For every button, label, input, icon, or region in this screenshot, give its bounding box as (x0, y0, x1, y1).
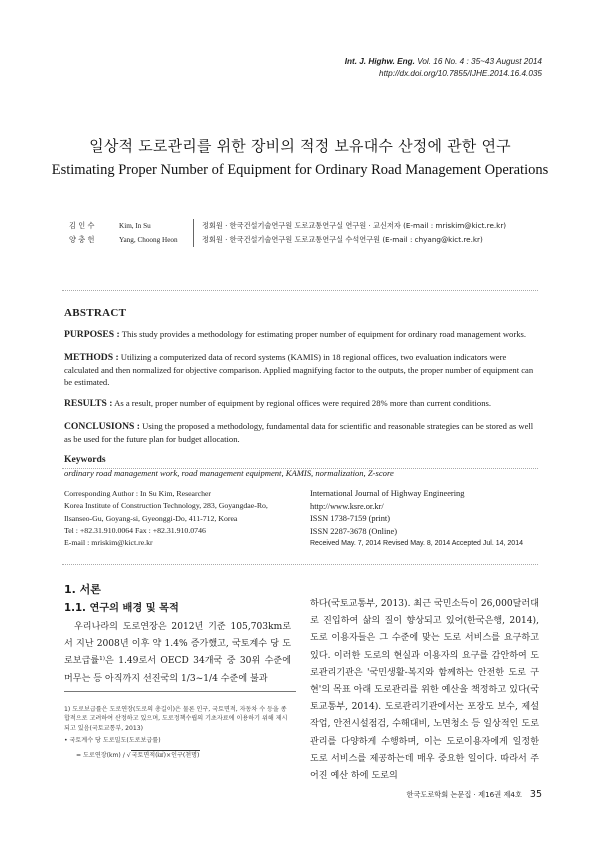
footnote-text: 1) 도로보급률은 도로연장(도로의 총길이)은 물론 인구, 국토면적, 자동차 수 등을 종합적으로 고려하여 산정하고 있으며, 도로정책수립의 기초자료에 이용하기 위해 제시되고 있음(국토교통부, 2013) (64, 706, 288, 732)
page-footer (407, 789, 543, 800)
author-row (0, 233, 600, 247)
body-paragraph-left: 우리나라의 도로연장은 2012년 기준 105,703km로서 지난 2008년 이후 약 1.4% 증가했고, 국토계수 당 도로보급률¹⁾은 1.49로서 OECD 34개국 중 30위 수준에 머무는 등 아직까지 선진국의 1/3~1/4 수준에 불과 (64, 622, 291, 684)
abstract-conclusions: CONCLUSIONS : Using the proposed a methodology, fundamental data for scientific and reasonable strategies can be stored as well as be used for the future plan for budget allocation. (64, 420, 534, 445)
footnote-bullet: • 국토계수 당 도로밀도(도로보급률) (64, 737, 161, 745)
keywords-heading: Keywords (64, 454, 106, 466)
correspondence-block: Corresponding Author : In Su Kim, Researcher Korea Institute of Construction Technology, 283, Goyangdae-Ro, Ilsanseo-Gu, Goyang-si, Gyeonggi-Do, 411-712, Korea Tel : +82.31.910.0064 Fax : +82.31.910.0746 E-mail : mriskim@kict.re.kr (64, 488, 304, 549)
author-affiliation: 정회원 · 한국건설기술연구원 도로교통연구실 연구원 · 교신저자 (E-mail : mriskim@kict.re.kr) (202, 221, 507, 230)
divider-line (62, 564, 538, 565)
author-name-ko: 양 충 헌 (69, 235, 95, 244)
journal-volume: Vol. 16 No. 4 : 35~43 August 2014 (417, 57, 542, 66)
divider-line (62, 468, 538, 469)
subsection-heading: 1.1. 연구의 배경 및 목적 (64, 603, 179, 614)
correspondence-email[interactable]: E-mail : mriskim@kict.re.kr (64, 538, 153, 548)
author-divider (193, 219, 194, 247)
title-korean: 일상적 도로관리를 위한 장비의 적정 보유대수 산정에 관한 연구 (89, 137, 511, 155)
abstract-heading: ABSTRACT (64, 307, 127, 319)
journal-url[interactable]: http://www.ksre.or.kr/ (310, 501, 384, 511)
footnote (64, 705, 292, 760)
journal-name: Int. J. Highw. Eng. (344, 57, 415, 66)
abstract-results: RESULTS : As a result, proper number of equipment by regional offices were required 28% more than current conditions. (64, 398, 492, 410)
journal-doi[interactable]: http://dx.doi.org/10.7855/IJHE.2014.16.4.035 (379, 69, 542, 78)
author-row (0, 219, 600, 233)
divider-line (62, 290, 538, 291)
footnote-rule (64, 691, 296, 692)
author-name-en: Yang, Choong Heon (119, 236, 178, 244)
received-dates: Received May. 7, 2014 Revised May. 8, 2014 Accepted Jul. 14, 2014 (310, 540, 523, 547)
title-english: Estimating Proper Number of Equipment for Ordinary Road Management Operations (51, 162, 549, 178)
section-heading: 1. 서론 (64, 583, 101, 596)
abstract-purposes: PURPOSES : This study provides a methodology for estimating proper number of equipment for ordinary road management works. (64, 329, 526, 341)
page-number: 35 (529, 789, 542, 800)
abstract-section (64, 307, 538, 479)
body-paragraph-right: 하다(국토교통부, 2013). 최근 국민소득이 26,000달러대로 진입하여 삶의 질이 향상되고 있어(한국은행, 2014), 도로 이용자들은 그 수준에 맞는 도로 서비스를 요구하고 있다. 이러한 도로의 현실과 이용자의 요구를 감안하여 도로관리기관은 '국민생활-복지와 함께하는 안전한 도로 구현'의 목표 아래 도로관리를 위한 예산을 책정하고 있다(국토교통부, 2014). 도로관리기관에서는 포장도 보수, 제설작업, 안전시설점검, 수해대비, 노면청소 등 일상적인 도로관리를 다양하게 수행하며, 이는 도로이용자에게 일정한 도로 서비스를 제공하는데 매우 중요한 일이다. 따라서 주어진 예산 하에 도로의 (310, 599, 539, 782)
journal-header (345, 56, 542, 80)
journal-info-block: International Journal of Highway Engineering http://www.ksre.or.kr/ ISSN 1738-7159 (print) ISSN 2287-3678 (Online) Received May. 7, 2014 Revised May. 8, 2014 Accepted Jul. 14, 2014 (310, 488, 550, 551)
author-affiliation: 정회원 · 한국건설기술연구원 도로교통연구실 수석연구원 (E-mail : chyang@kict.re.kr) (202, 235, 483, 244)
footer-journal: 한국도로학회 논문집 · 제16권 제4호 (406, 790, 522, 799)
keywords-list: ordinary road management work, road management equipment, KAMIS, normalization, Z-score (64, 467, 394, 478)
author-name-en: Kim, In Su (119, 222, 151, 230)
authors-block (0, 219, 600, 253)
author-name-ko: 김 인 수 (69, 221, 95, 230)
footnote-formula: = 도로연장(km) / √국토면적(㎢)×인구(천명) (76, 751, 200, 759)
abstract-methods: METHODS : Utilizing a computerized data of record systems (KAMIS) in 18 regional offices, two evaluation indicators were calculated and then normalized for objective comparison. Applied magnifying factor to the outputs, the proper number of equipment can be estimated. (64, 351, 534, 388)
